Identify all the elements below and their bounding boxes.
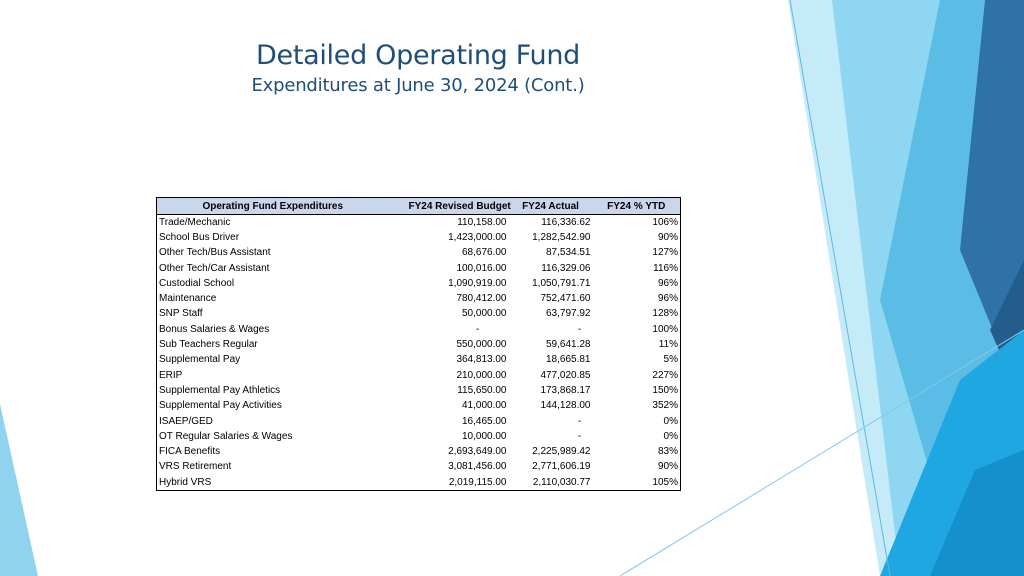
header-revised-budget: FY24 Revised Budget [389, 198, 509, 215]
row-actual: 2,110,030.77 [532, 476, 591, 488]
row-budget: 2,019,115.00 [448, 476, 507, 488]
row-name: School Bus Driver [159, 231, 240, 243]
row-name: ISAEP/GED [159, 415, 213, 427]
row-budget: 100,016.00 [456, 262, 507, 274]
table-row [157, 276, 681, 291]
row-actual: 116,329.06 [541, 262, 591, 274]
row-budget: 41,000.00 [462, 400, 507, 412]
row-actual: 87,534.51 [546, 247, 591, 259]
table-header-row [157, 198, 681, 215]
table-row [157, 307, 681, 322]
table-row [157, 399, 681, 414]
row-budget: 550,000.00 [456, 339, 507, 351]
row-budget: 364,813.00 [456, 354, 507, 366]
table-row [157, 414, 681, 429]
row-pct: 116% [653, 262, 678, 274]
row-actual: 477,020.85 [540, 369, 591, 381]
title-block [0, 38, 836, 98]
header-ytd-percent: FY24 % YTD [593, 198, 681, 215]
row-actual: 752,471.60 [540, 293, 591, 305]
row-pct: 352% [652, 400, 678, 412]
row-name: OT Regular Salaries & Wages [159, 430, 293, 442]
row-pct: 96% [657, 277, 678, 289]
row-actual: 59,641.28 [546, 339, 591, 351]
row-name: FICA Benefits [159, 446, 221, 458]
row-name: Supplemental Pay Athletics [159, 384, 281, 396]
table-row [157, 429, 681, 444]
table-row [157, 322, 681, 337]
table-row [157, 246, 681, 261]
row-name: SNP Staff [159, 308, 203, 320]
row-pct: 96% [657, 293, 678, 305]
left-accent-shape [0, 404, 38, 576]
row-budget: 3,081,456.00 [448, 461, 507, 473]
row-name: Other Tech/Car Assistant [159, 262, 270, 274]
row-actual: 1,050,791.71 [532, 277, 591, 289]
row-pct: 105% [652, 476, 678, 488]
row-actual: 1,282,542.90 [532, 231, 591, 243]
row-pct: 0% [663, 415, 678, 427]
row-pct: 90% [657, 461, 678, 473]
table-row [157, 475, 681, 491]
row-pct: 83% [657, 446, 678, 458]
table-row [157, 261, 681, 276]
table-row [157, 460, 681, 475]
table-row [157, 230, 681, 245]
row-pct: 227% [652, 369, 678, 381]
row-actual: - [577, 430, 582, 442]
row-budget: 10,000.00 [462, 430, 507, 442]
row-pct: 100% [652, 323, 678, 335]
row-budget: 210,000.00 [456, 369, 507, 381]
row-name: Supplemental Pay [159, 354, 241, 366]
row-pct: 106% [652, 216, 678, 228]
row-actual: - [577, 323, 582, 335]
table-row [157, 291, 681, 306]
row-name: ERIP [159, 369, 183, 381]
row-actual: 116,336.62 [541, 216, 591, 228]
row-pct: 127% [652, 247, 678, 259]
table-row [157, 383, 681, 398]
row-pct: 11% [658, 339, 678, 351]
row-actual: 18,665.81 [546, 354, 591, 366]
row-name: Custodial School [159, 277, 235, 289]
page-subtitle: Expenditures at June 30, 2024 (Cont.) [251, 75, 585, 96]
row-pct: 5% [663, 354, 678, 366]
row-budget: 1,423,000.00 [448, 231, 507, 243]
row-name: Sub Teachers Regular [159, 339, 258, 351]
row-actual: 144,128.00 [540, 400, 591, 412]
header-actual: FY24 Actual [509, 198, 593, 215]
row-name: Hybrid VRS [159, 476, 212, 488]
row-pct: 150% [652, 384, 678, 396]
row-actual: 2,225,989.42 [532, 446, 591, 458]
expenditures-table [156, 197, 681, 491]
row-actual: 63,797.92 [546, 308, 591, 320]
row-name: Trade/Mechanic [159, 216, 231, 228]
row-pct: 128% [652, 308, 678, 320]
row-actual: 173,868.17 [540, 384, 591, 396]
row-budget: 16,465.00 [462, 415, 507, 427]
row-name: VRS Retirement [159, 461, 232, 473]
table-row [157, 215, 681, 231]
row-budget: 115,650.00 [457, 384, 507, 396]
page-title: Detailed Operating Fund [256, 40, 580, 71]
row-name: Other Tech/Bus Assistant [159, 247, 271, 259]
row-name: Supplemental Pay Activities [159, 400, 282, 412]
row-budget: 110,158.00 [457, 216, 507, 228]
row-budget: - [475, 323, 480, 335]
row-name: Maintenance [159, 293, 217, 305]
table-row [157, 368, 681, 383]
row-name: Bonus Salaries & Wages [159, 323, 270, 335]
row-actual: 2,771,606.19 [532, 461, 591, 473]
row-budget: 780,412.00 [456, 293, 507, 305]
row-actual: - [577, 415, 582, 427]
table-row [157, 337, 681, 352]
header-expenditures: Operating Fund Expenditures [157, 198, 389, 215]
row-budget: 2,693,649.00 [448, 446, 507, 458]
row-budget: 1,090,919.00 [448, 277, 507, 289]
table-row [157, 353, 681, 368]
row-pct: 0% [663, 430, 678, 442]
row-budget: 50,000.00 [462, 308, 507, 320]
row-pct: 90% [657, 231, 678, 243]
row-budget: 68,676.00 [462, 247, 507, 259]
table-row [157, 444, 681, 459]
